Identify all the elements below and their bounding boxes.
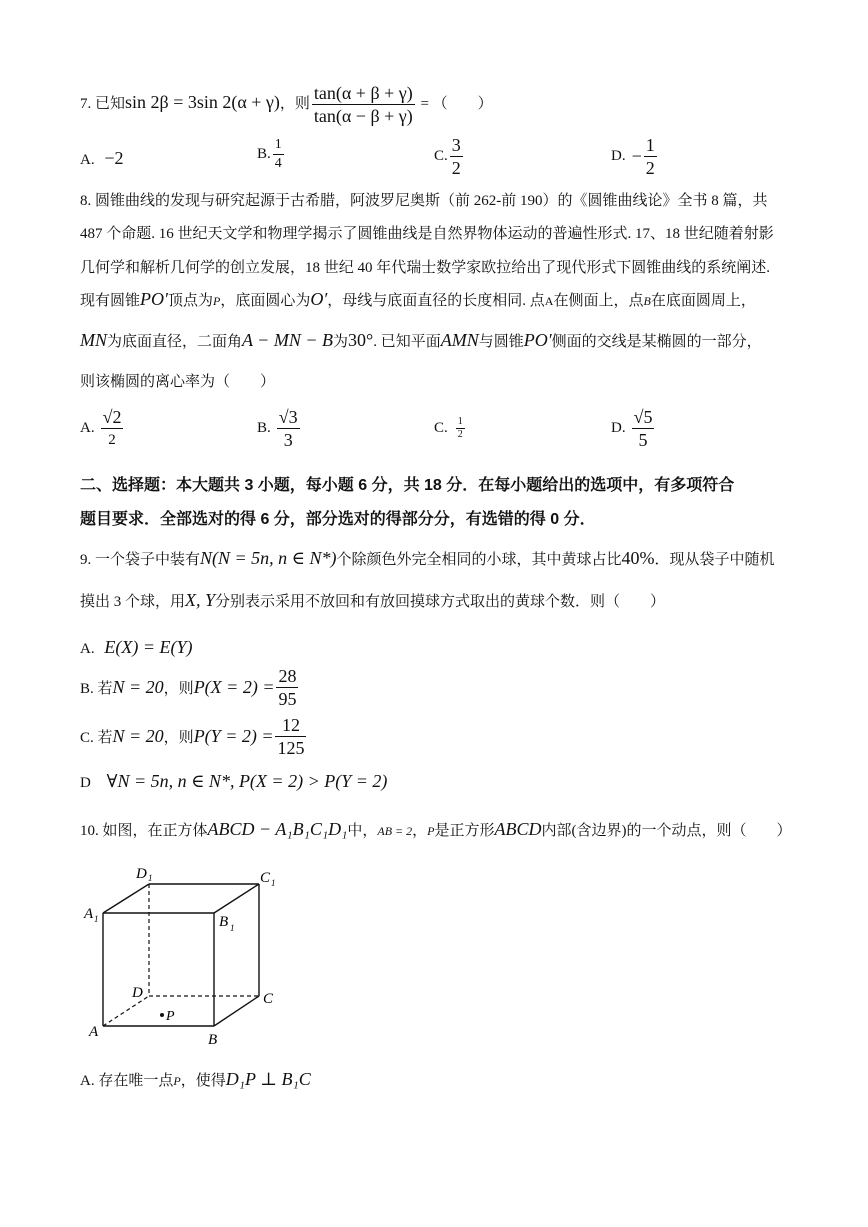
section2-heading-line-2: 题目要求．全部选对的得 6 分，部分选对的得部分分，有选错的得 0 分． <box>80 511 596 528</box>
section2-heading-line-1: 二、选择题：本大题共 3 小题，每小题 6 分，共 18 分．在每小题给出的选项中，有多项符合 <box>80 477 735 494</box>
cube-hidden-edges <box>103 884 259 1026</box>
q7-option-d-label: D. <box>611 148 626 164</box>
q8-line-4 <box>80 286 756 314</box>
q9-option-d-label: D <box>80 775 91 791</box>
q10-l1-ab: AB = 2 <box>377 824 413 838</box>
q9-l1-text-b: 个除颜色外完全相同的小球，其中黄球占比 <box>336 552 622 568</box>
q9-option-b-cond: N = 20 <box>112 677 164 697</box>
label-c1-sub: 1 <box>271 878 276 888</box>
label-c1: C <box>260 870 271 886</box>
q10-l1-text-e: 内部(含边界)的一个动点，则（ ） <box>541 823 792 839</box>
label-a: A <box>89 1024 99 1040</box>
q10-l1-text-c: ， <box>412 823 428 839</box>
q9-option-b-then: ，则 <box>163 681 194 697</box>
q7-option-a <box>80 148 124 170</box>
q8-l4-A: A <box>544 294 554 308</box>
q8-line-1: 8. 圆锥曲线的发现与研究起源于古希腊，阿波罗尼奥斯（前 262-前 190）的《圆锥曲线论》全书 8 篇，共 <box>80 193 768 209</box>
q7-option-c <box>434 134 465 179</box>
q8-option-b-den: 3 <box>283 430 293 450</box>
q8-l4-text-f: 在底面圆周上， <box>650 293 756 309</box>
q7-option-c-den: 2 <box>451 158 461 178</box>
q9-option-b-fraction <box>276 665 298 710</box>
q9-option-d <box>80 768 387 796</box>
q8-l5-text-b: 为 <box>332 334 348 350</box>
q10-l1-text-d: 是正方形 <box>434 823 495 839</box>
q8-option-c-num: 1 <box>457 416 463 427</box>
q8-l5-mn: MN <box>80 330 107 350</box>
q9-option-c-num: 12 <box>275 714 306 737</box>
cube-edges <box>103 884 259 1026</box>
q8-option-c-label: C. <box>434 420 448 436</box>
q7-option-d-sign: − <box>631 146 642 166</box>
q9-option-c-cond: N = 20 <box>112 726 164 746</box>
q8-l4-text-b: 顶点为 <box>167 293 213 309</box>
label-d1: D <box>136 866 147 882</box>
q9-option-a <box>80 634 192 662</box>
q8-l5-text-c: . 已知平面 <box>373 334 441 350</box>
q7-then: ，则 <box>279 96 310 112</box>
q8-l5-cone: PO′ <box>523 330 552 350</box>
q9-option-d-math: ∀N = 5n, n ∈ N*, P(X = 2) > P(Y = 2) <box>106 771 388 791</box>
q7-option-b-den: 4 <box>274 156 282 171</box>
label-a1: A <box>84 906 94 922</box>
q7-option-d-den: 2 <box>645 158 655 178</box>
q8-line-3: 几何学和解析几何学的创立发展，18 世纪 40 年代瑞士数学家欧拉给出了现代形式下圆锥曲线的系统阐述. <box>80 260 771 276</box>
q8-l4-text-a: 现有圆锥 <box>80 293 141 309</box>
q8-option-c-den: 2 <box>457 429 463 440</box>
q10-l1-p: P <box>427 824 435 838</box>
q7-fraction-denominator: tan(α − β + γ) <box>313 106 413 127</box>
q7-tail: = （ ） <box>416 96 493 112</box>
q9-option-c-expr: P(Y = 2) = <box>193 726 274 746</box>
q8-l4-o: O′ <box>310 289 328 309</box>
q8-option-b-label: B. <box>257 420 271 436</box>
q7-condition-lhs: sin 2β <box>125 92 169 112</box>
label-b1-sub: 1 <box>230 923 235 933</box>
q7-option-d-fraction <box>644 134 657 179</box>
q7-fraction <box>312 82 415 127</box>
q7-option-a-label: A. <box>80 152 95 168</box>
edge-b-c <box>214 996 259 1026</box>
q9-option-a-math: E(X) = E(Y) <box>104 637 193 657</box>
q8-l5-text-e: 侧面的交线是某椭圆的一部分， <box>551 334 762 350</box>
q10-l1-text-b: 中， <box>347 823 378 839</box>
q9-option-b-num: 28 <box>278 666 297 686</box>
q10-option-a-p: P <box>173 1074 181 1088</box>
q7-option-a-value: −2 <box>104 148 124 168</box>
q7-option-b-label: B. <box>257 146 271 162</box>
q9-option-b-den: 95 <box>278 689 297 709</box>
q9-l2-text-b: 分别表示采用不放回和有放回摸球方式取出的黄球个数．则（ ） <box>215 594 666 610</box>
q9-option-c-label: C. 若 <box>80 730 113 746</box>
q7-option-c-label: C. <box>434 148 448 164</box>
q8-option-d-fraction <box>632 406 655 451</box>
q8-option-a <box>80 406 125 451</box>
q8-option-a-label: A. <box>80 420 95 436</box>
label-d1-sub: 1 <box>148 873 153 883</box>
q9-l2-xy: X, Y <box>185 590 216 610</box>
q8-l5-angle: A − MN − B <box>242 330 333 350</box>
q7-option-b-num: 1 <box>273 136 284 155</box>
q9-option-b <box>80 665 300 710</box>
q8-l4-B: B <box>643 294 651 308</box>
q9-l2-text-a: 摸出 3 个球，用 <box>80 594 186 610</box>
q9-line-1 <box>80 545 775 573</box>
q8-option-d-label: D. <box>611 420 626 436</box>
q9-l1-percent: 40% <box>621 548 655 568</box>
q8-option-d-den: 5 <box>638 430 648 450</box>
q9-line-2 <box>80 587 665 615</box>
q9-l1-text-c: ．现从袋子中随机 <box>654 552 775 568</box>
q8-option-c <box>434 416 467 441</box>
q7-option-c-fraction <box>450 134 463 179</box>
cube-figure <box>80 858 300 1053</box>
q9-option-c-fraction <box>275 714 306 759</box>
q8-l5-deg: 30° <box>348 330 374 350</box>
q10-option-a-math: D₁P ⊥ B₁C <box>225 1069 311 1089</box>
q7-option-b <box>257 136 286 173</box>
q8-option-d-num: √5 <box>633 407 653 427</box>
q7-option-d <box>611 134 659 179</box>
q8-option-a-den: 2 <box>108 432 116 448</box>
label-d: D <box>132 985 143 1001</box>
q7-prefix: 7. 已知 <box>80 96 126 112</box>
q9-option-c-den: 125 <box>277 738 305 758</box>
q10-option-a-mid: ，使得 <box>180 1073 226 1089</box>
edge-c1-b1 <box>214 884 259 913</box>
q7-option-d-num: 1 <box>645 135 655 155</box>
q8-line-2: 487 个命题. 16 世纪天文学和物理学揭示了圆锥曲线是自然界物体运动的普遍性形式. 17、18 世纪随着射影 <box>80 226 774 242</box>
q9-l1-text-a: 9. 一个袋子中装有 <box>80 552 201 568</box>
q10-line-1 <box>80 816 792 844</box>
q9-option-c-then: ，则 <box>163 730 194 746</box>
q8-option-b-fraction <box>277 406 300 451</box>
q9-option-b-expr: P(X = 2) = <box>193 677 275 697</box>
q10-option-a-label: A. 存在唯一点 <box>80 1073 174 1089</box>
q8-l5-text-d: 与圆锥 <box>478 334 524 350</box>
q10-option-a <box>80 1066 311 1094</box>
q8-line-5 <box>80 327 762 355</box>
q8-l5-text-a: 为底面直径，二面角 <box>107 334 243 350</box>
label-b1: B <box>219 914 229 930</box>
label-p: P <box>166 1009 175 1024</box>
q10-l1-text-a: 10. 如图，在正方体 <box>80 823 208 839</box>
edge-a1-d1 <box>103 884 149 913</box>
q9-option-a-label: A. <box>80 641 95 657</box>
q8-option-d <box>611 406 656 451</box>
q10-l1-cube: ABCD − A₁B₁C₁D₁ <box>207 819 348 839</box>
q7-stem <box>80 82 493 127</box>
point-p-dot <box>160 1013 164 1017</box>
q8-l4-text-c: ，底面圆心为 <box>220 293 311 309</box>
q8-line-6: 则该椭圆的离心率为（ ） <box>80 374 276 390</box>
q9-l1-math: N(N = 5n, n ∈ N*) <box>200 548 337 568</box>
q8-option-a-fraction <box>101 406 124 451</box>
q7-condition-rhs: = 3sin 2(α + γ) <box>168 92 280 112</box>
q8-option-b-num: √3 <box>278 407 298 427</box>
q10-l1-abcd: ABCD <box>494 819 542 839</box>
q8-option-b <box>257 406 302 451</box>
q7-option-c-num: 3 <box>451 135 461 155</box>
q9-option-c <box>80 714 308 759</box>
q9-option-b-label: B. 若 <box>80 681 113 697</box>
q8-l4-cone: PO′ <box>140 289 168 309</box>
q7-option-b-fraction <box>273 136 284 173</box>
q8-l5-amn: AMN <box>440 330 479 350</box>
label-b: B <box>208 1032 218 1048</box>
q7-fraction-numerator: tan(α + β + γ) <box>313 83 413 104</box>
label-c: C <box>263 991 274 1007</box>
q8-l4-p: P <box>212 294 221 308</box>
q8-option-c-fraction <box>456 416 465 441</box>
q8-l4-text-e: 在侧面上，点 <box>553 293 644 309</box>
q8-option-a-num: √2 <box>102 407 122 427</box>
q8-l4-text-d: ，母线与底面直径的长度相同. 点 <box>327 293 545 309</box>
label-a1-sub: 1 <box>94 914 99 924</box>
